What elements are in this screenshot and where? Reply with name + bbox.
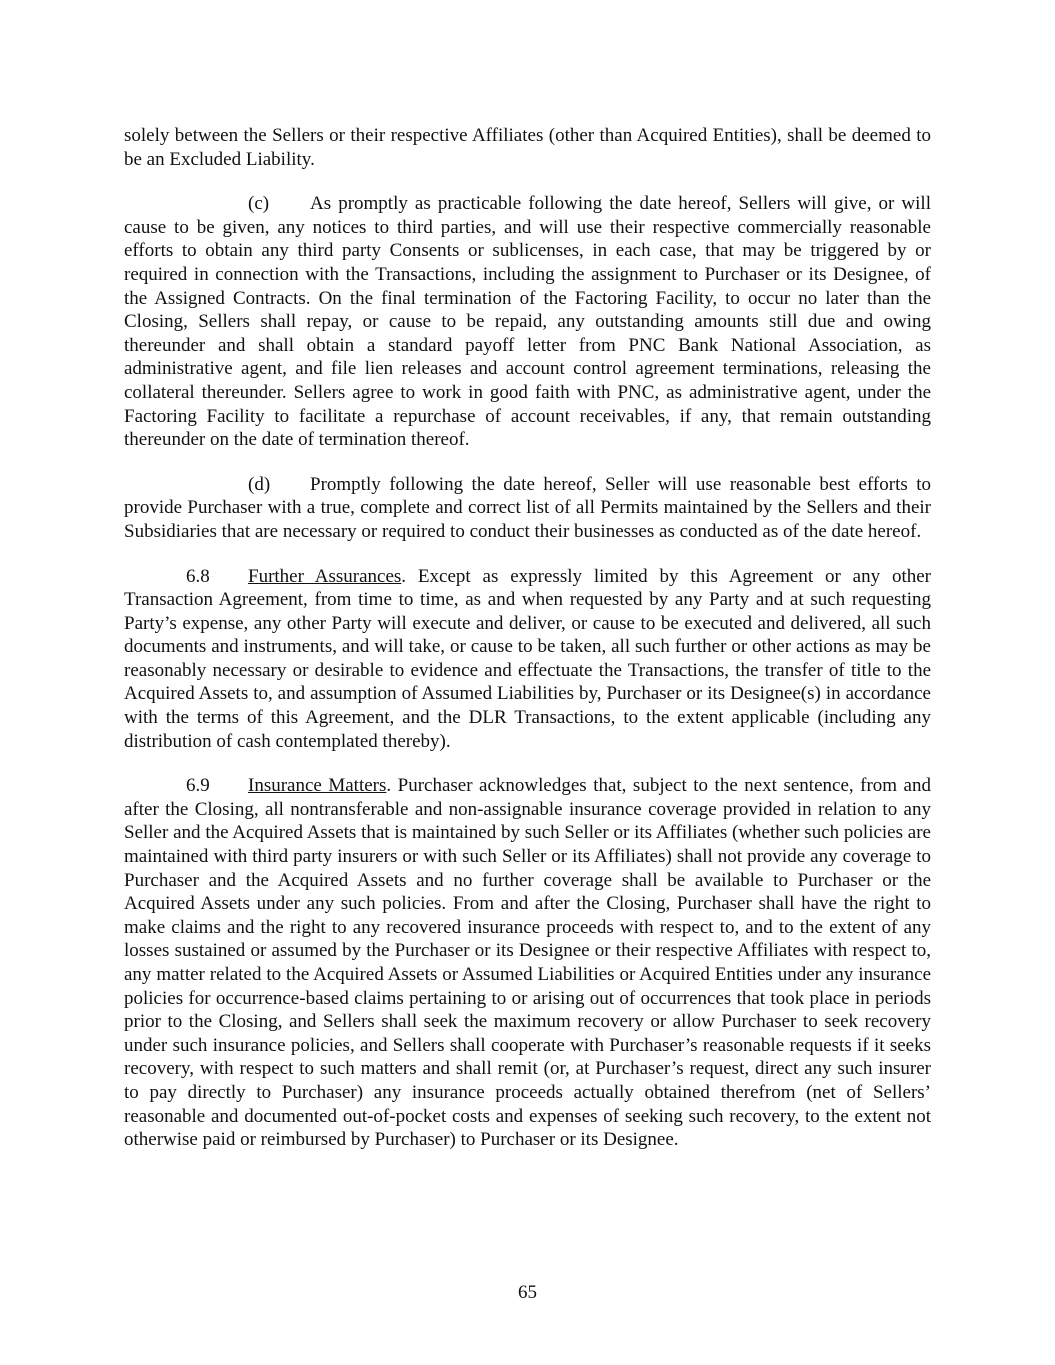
paragraph-d (124, 473, 931, 544)
paragraph-continuation (124, 124, 931, 171)
paragraph-d-label: (d) (248, 473, 271, 495)
paragraph-c (124, 192, 931, 452)
page-number: 65 (518, 1282, 537, 1303)
section-6-9-text: . Purchaser acknowledges that, subject to the next sentence, from and after the Closing, all nontransferable and non-assignable insurance coverage provided in relation to any Seller and the Acquired Assets that is maintained by such Seller or its Affiliates (whether such policies are maintained with third party insurers or with such Seller or its Affiliates) shall not provide any coverage to Purchaser and the Acquired Assets and no further coverage shall be available to Purchaser or the Acquired Assets under any such policies. From and after the Closing, Purchaser shall have the right to make claims and the right to any recovered insurance proceeds with respect to, and to the extent of any losses sustained or assumed by the Purchaser or its Designee or their respective Affiliates with respect to, any matter related to the Acquired Assets or Assumed Liabilities or Acquired Entities under any insurance policies for occurrence-based claims pertaining to or arising out of occurrences that took place in periods prior to the Closing, and Sellers shall seek the maximum recovery or allow Purchaser to seek recovery under such insurance policies, and Sellers shall cooperate with Purchaser’s reasonable requests if it seeks recovery, with respect to such matters and shall remit (or, at Purchaser’s request, direct any such insurer to pay directly to Purchaser) any insurance proceeds actually obtained therefrom (net of Sellers’ reasonable and documented out-of-pocket costs and expenses of seeking such recovery, to the extent not otherwise paid or reimbursed by Purchaser) to Purchaser or its Designee. (124, 775, 931, 1151)
paragraph-c-text: As promptly as practicable following the date hereof, Sellers will give, or will cause to be given, any notices to third parties, and will use their respective commercially reasonable efforts to obtain any third party Consents or sublicenses, in each case, that may be triggered by or required in connection with the Transactions, including the assignment to Purchaser or its Designee, of the Assigned Contracts. On the final termination of the Factoring Facility, to occur no later than the Closing, Sellers shall repay, or cause to be repaid, any outstanding amounts still due and owing thereunder and shall obtain a standard payoff letter from PNC Bank National Association, as administrative agent, and file lien releases and account control agreement terminations, releasing the collateral thereunder. Sellers agree to work in good faith with PNC, as administrative agent, under the Factoring Facility to facilitate a repurchase of account receivables, if any, that remain outstanding thereunder on the date of termination thereof. (124, 193, 931, 451)
section-6-9 (124, 774, 931, 1152)
section-6-8-heading: Further Assurances (248, 565, 402, 587)
paragraph-continuation-text: solely between the Sellers or their respective Affiliates (other than Acquired Entities), shall be deemed to be an Excluded Liability. (124, 125, 931, 170)
document-page (124, 124, 931, 1173)
section-6-8-text: . Except as expressly limited by this Agreement or any other Transaction Agreement, from time to time, as and when requested by any Party and at such requesting Party’s expense, any other Party will execute and deliver, or cause to be executed and delivered, all such documents and instruments, and will take, or cause to be taken, all such further or other actions as may be reasonably necessary or desirable to evidence and effectuate the Transactions, the transfer of title to the Acquired Assets to, and assumption of Assumed Liabilities by, Purchaser or its Designee(s) in accordance with the terms of this Agreement, and the DLR Transactions, to the extent applicable (including any distribution of cash contemplated thereby). (124, 565, 931, 752)
paragraph-d-text: Promptly following the date hereof, Seller will use reasonable best efforts to provide Purchaser with a true, complete and correct list of all Permits maintained by the Sellers and their Subsidiaries that are necessary or required to conduct their businesses as conducted as of the date hereof. (124, 473, 931, 542)
section-6-9-heading: Insurance Matters (248, 775, 387, 797)
section-6-8 (124, 565, 931, 754)
paragraph-c-label: (c) (248, 193, 270, 215)
section-6-8-number: 6.8 (186, 565, 210, 587)
section-6-9-number: 6.9 (186, 775, 210, 797)
